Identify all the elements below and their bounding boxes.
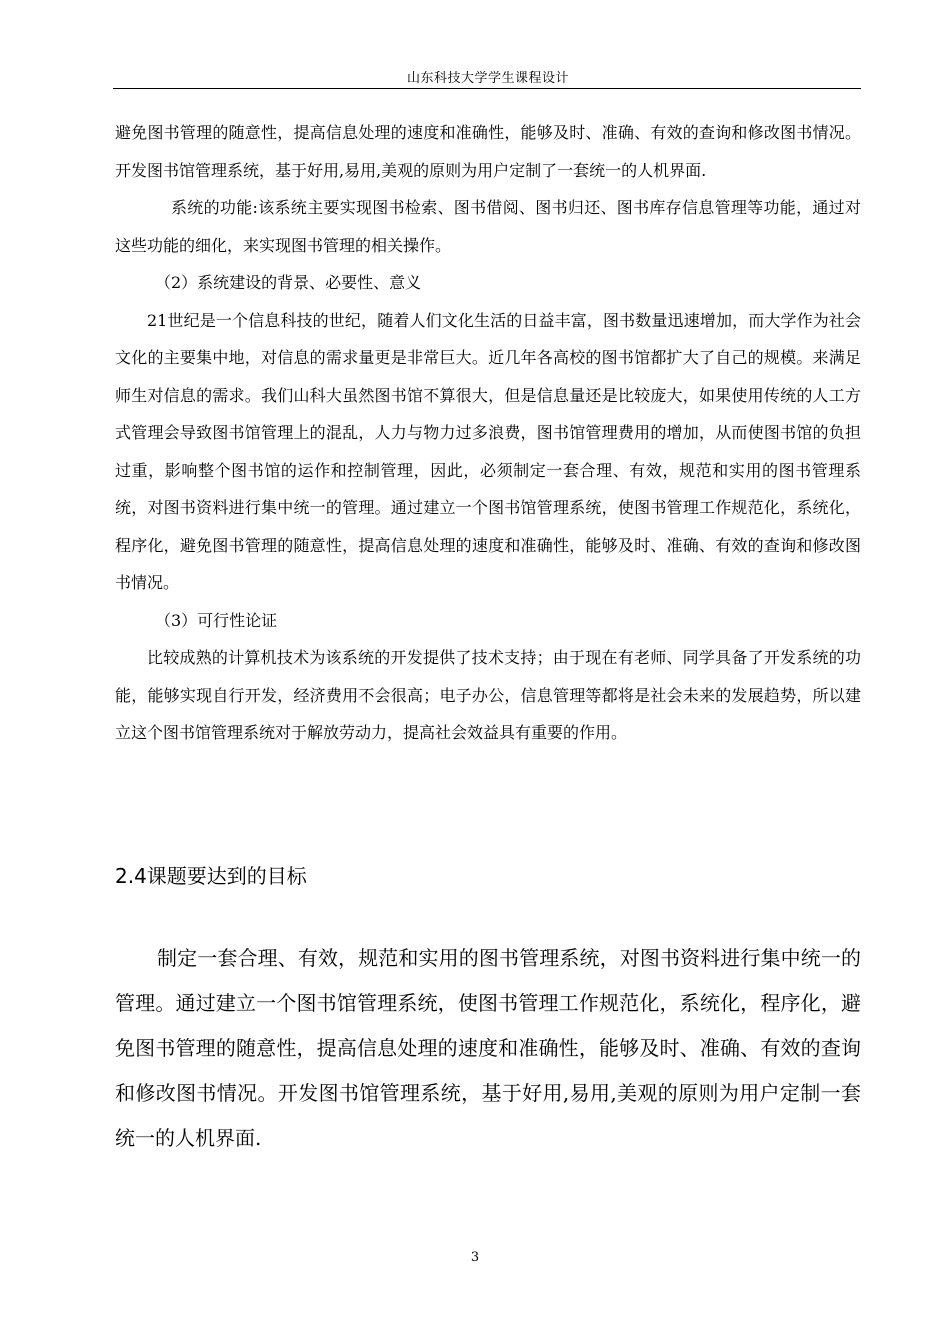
subheading-feasibility: （3）可行性论证 <box>155 610 278 630</box>
header-rule <box>113 88 861 89</box>
paragraph-goals: 制定一套合理、有效，规范和实用的图书管理系统，对图书资料进行集中统一的管理。通过建立一个图书馆管理系统，使图书管理工作规范化，系统化，程序化，避免图书管理的随意性，提高信息处理的速度和准确性，能够及时、准确、有效的查询和修改图书情况。开发图书馆管理系统，基于好用,易用,美观的原则为用户定制一套统一的人机界面. <box>115 946 861 1150</box>
section-heading: 2.4课题要达到的目标 <box>115 864 307 888</box>
subheading-background: （2）系统建设的背景、必要性、意义 <box>155 273 422 292</box>
paragraph-background: 21世纪是一个信息科技的世纪，随着人们文化生活的日益丰富，图书数量迅速增加，而大学作为社会文化的主要集中地，对信息的需求量更是非常巨大。近几年各高校的图书馆都扩大了自己的规模。来满足师生对信息的需求。我们山科大虽然图书馆不算很大，但是信息量还是比较庞大，如果使用传统的人工方式管理会导致图书馆管理上的混乱，人力与物力过多浪费，图书馆管理费用的增加，从而使图书馆的负担过重，影响整个图书馆的运作和控制管理，因此，必须制定一套合理、有效，规范和实用的图书管理系统，对图书资料进行集中统一的管理。通过建立一个图书馆管理系统，使图书管理工作规范化，系统化，程序化，避免图书管理的随意性，提高信息处理的速度和准确性，能够及时、准确、有效的查询和修改图书情况。 <box>115 310 861 592</box>
paragraph-continuation: 避免图书管理的随意性，提高信息处理的速度和准确性，能够及时、准确、有效的查询和修改图书情况。开发图书馆管理系统，基于好用,易用,美观的原则为用户定制了一套统一的人机界面. <box>115 123 861 180</box>
section-body <box>115 936 861 1161</box>
paragraph-system-functions: 系统的功能:该系统主要实现图书检索、图书借阅、图书归还、图书库存信息管理等功能，通过对这些功能的细化，来实现图书管理的相关操作。 <box>115 198 861 255</box>
paragraph-feasibility: 比较成熟的计算机技术为该系统的开发提供了技术支持；由于现在有老师、同学具备了开发系统的功能，能够实现自行开发，经济费用不会很高；电子办公，信息管理等都将是社会未来的发展趋势，所以建立这个图书馆管理系统对于解放劳动力，提高社会效益具有重要的作用。 <box>115 648 861 742</box>
running-header: 山东科技大学学生课程设计 <box>406 71 569 86</box>
page-number: 3 <box>470 1250 480 1265</box>
body-text <box>115 114 861 752</box>
